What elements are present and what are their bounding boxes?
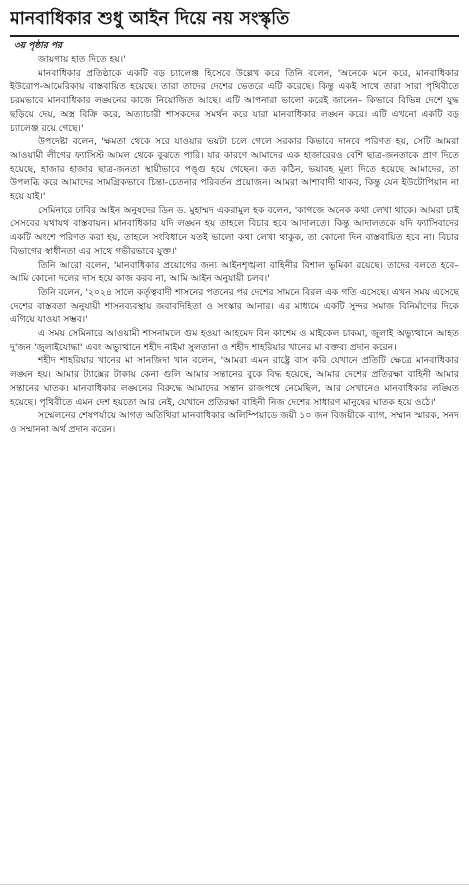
paragraph: শহীদ শাহরিয়ার খানের মা সানজিদা খান বলেন, 'আমরা এমন রাষ্ট্রে বাস করি যেখানে প্রতিটি ক্ষেত্রে মানবাধিকার লঙ্ঘন হয়। আমার ট্যাক্সের টাকায় কেনা গুলি আমার সন্তানের বুকে বিদ্ধ হয়েছে, আমার দেশের প্রতিরক্ষা বাহিনী আমার সন্তানের ঘাতক। মানবাধিকার লঙ্ঘনের বিরুদ্ধে আমাদের সন্তান রাজপথে নেমেছিল, আর সেখানেও মানবাধিকার লঙ্ঘিত হয়েছে। পৃথিবীতে এমন দেশ হয়তো আর নেই, যেখানে প্রতিরক্ষা বাহিনী নিজ দেশের সাধারণ মানুষের ঘাতক হয়ে ওঠে।' (10, 355, 459, 408)
paragraph: সম্মেলনের শেষপর্যায়ে আগত অতিথিরা মানবাধিকার অলিম্পিয়াডে জয়ী ১০ জন বিজয়ীকে ব্যাগ, সম্মান স্মারক, সনদ ও সম্মাননা অর্থ প্রদান করেন। (10, 410, 459, 435)
continued-from-label: ৩য় পৃষ্ঠার পর (14, 41, 63, 51)
paragraph: তিনি আরো বলেন, 'মানবাধিকার প্রয়োগের জন্য আইনশৃঙ্খলা বাহিনীর বিশাল ভূমিকা রয়েছে। তাদের বলতে হবে– আমি কোনো দলের দাস হয়ে কাজ করব না, আমি আইন অনুযায়ী চলব।' (10, 259, 459, 285)
paragraph: মানবাধিকার প্রতিষ্ঠাকে একটি বড় চ্যালেঞ্জ হিসেবে উল্লেখ করে তিনি বলেন, 'অনেকে মনে করে, মানবাধিকার ইউরোপ-আমেরিকায় বাস্তবায়িত হয়েছে। তারা তাদের দেশের ভেতরে এটি করেছে। কিন্তু একই সাথে তারা সারা পৃথিবীতে চরমভাবে মানবাধিকার লঙ্ঘনের কাজে নিয়োজিত আছে। এটি আপনারা ভালো করেই জানেন– কিভাবে বিভিন্ন দেশে যুদ্ধ ছড়িয়ে দেয়, অস্ত্র বিক্রি করে, অত্যাচারী শাসকদের সমর্থন করে যারা মানবাধিকার লঙ্ঘন করে। এটি এখনো একটি বড় চ্যালেঞ্জ রয়ে গেছে।' (10, 67, 459, 134)
paragraph: জায়গায় হাত দিতে হয়।' (38, 54, 126, 65)
headline: মানবাধিকার শুধু আইন দিয়ে নয় সংস্কৃতি (10, 6, 459, 37)
paragraph: সেমিনারে ঢাবির আইন অনুষদের ডিন ড. মুহাম্মদ একরামুল হক বলেন, 'কাগজে অনেক কথা লেখা থাকে। আমরা চাই সেসবের যথাযথ বাস্তবায়ন। মানবাধিকার যদি লঙ্ঘন হয় তাহলে বিচার হবে আদালতে। কিন্তু আদালতকে যদি ফ্যাসিবাদের একটি অংশে পরিণত করা হয়, তাহলে সংবিধানে যতই ভালো কথা লেখা থাকুক, তা কোনো দিন বাস্তবায়িত হবে না। বিচার বিভাগের স্বাধীনতা এর সাথে গভীরভাবে যুক্ত।' (10, 204, 459, 257)
paragraph: উপদেষ্টা বলেন, 'ক্ষমতা থেকে সরে যাওয়ার ভয়টা চলে গেলে সরকার কিভাবে দানবে পরিণত হয়, সেটি আমরা আওয়ামী লীগের ফ্যাসিস্ট আমল থেকে বুঝতে পারি। যার কারণে আমাদের এক হাজারেরও বেশি ছাত্র-জনতাকে প্রাণ দিতে হয়েছে, হাজার হাজার ছাত্র-জনতা স্থায়ীভাবে পঙ্গু হয়ে গেছেন। কত কঠিন, ভয়াবহ মূল্য দিতে হয়েছে আমাদের, তা উপলব্ধি করে আমাদের সামগ্রিকভাবে চিন্তা-চেতনার পরিবর্তন প্রয়োজন। আমরা আশাবাদী থাকব, কিন্তু যেন ইউটোপিয়ান না হয়ে যাই।' (10, 136, 459, 203)
article-body (10, 53, 459, 437)
bottom-divider (0, 884, 469, 885)
paragraph: এ সময় সেমিনারে আওয়ামী শাসনামলে গুম হওয়া আহমেদ বিন কাশেম ও মাইকেল চাকমা, জুলাই অভ্যুত্থানে আহত দু'জন 'জুলাইযোদ্ধা' এবং অভ্যুত্থানে শহীদ নাইমা সুলতানা ও শহীদ শাহরিয়ার খানের মা বক্তব্য প্রদান করেন। (10, 328, 459, 353)
paragraph: তিনি বলেন, '২০২৪ সালে কর্তৃত্ববাদী শাসনের পতনের পর দেশের সামনে বিরল এক গতি এসেছে। এখন সময় এসেছে দেশের বাস্তবতা অনুযায়ী শাসনব্যবস্থায় জবাবদিহিতা ও সংস্কার আনার। এর মাধ্যমে একটি সুন্দর সমাজ বিনির্মাণের দিকে এগিয়ে যাওয়া সম্ভব।' (10, 286, 459, 326)
